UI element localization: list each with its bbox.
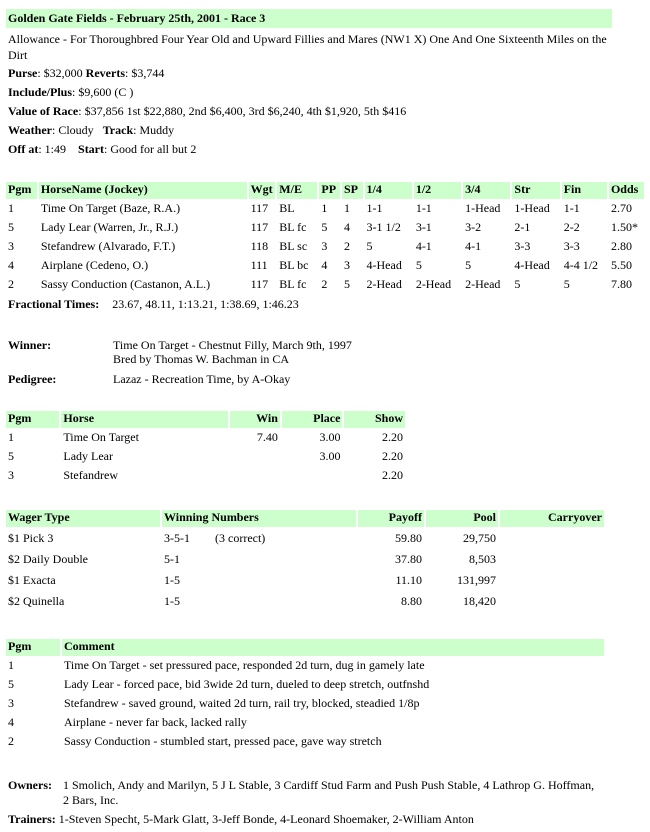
cell-pp: 2: [321, 277, 328, 291]
col-pgm: Pgm: [6, 182, 37, 199]
col-comment: Comment: [62, 639, 604, 656]
cell-horse: Airplane (Cedeno, O.): [40, 258, 149, 272]
cell-wgt: 117: [250, 201, 269, 215]
cell-pool: 18,420: [463, 594, 496, 608]
reverts-label: Reverts: [85, 66, 125, 80]
value-line: Value of Race: $37,856 1st $22,880, 2nd $6,400, 3rd $6,240, 4th $1,920, 5th $416: [8, 104, 407, 118]
offat-line: Off at: 1:49 Start: Good for all but 2: [8, 142, 197, 156]
table-row: [6, 239, 644, 256]
cell-wager-type: $1 Pick 3: [8, 531, 54, 545]
fractional-times: [8, 297, 299, 312]
cell-horse: Time On Target (Baze, R.A.): [40, 201, 181, 215]
cell-wgt: 118: [250, 239, 269, 253]
cell-pgm: 3: [8, 696, 14, 710]
weather-line: Weather: Cloudy Track: Muddy: [8, 123, 175, 137]
cell-show: 2.20: [382, 449, 403, 463]
cell-carryover: [500, 573, 604, 590]
cell-pp: 4: [321, 258, 328, 272]
table-row: [6, 430, 405, 447]
wager-header-row: [6, 510, 604, 527]
cell-show: 2.20: [382, 468, 403, 482]
cell-winning-numbers: 5-1: [164, 552, 180, 566]
fractional-value: 23.67, 48.11, 1:13.21, 1:38.69, 1:46.23: [112, 297, 299, 311]
track-value: Muddy: [139, 123, 175, 137]
weather-label: Weather: [8, 123, 52, 137]
cell-fin: 2-2: [563, 220, 580, 234]
cell-me: BL sc: [279, 239, 308, 253]
value-label: Value of Race: [8, 104, 79, 118]
cell-pgm: 1: [8, 658, 14, 672]
cell-pool: 131,997: [457, 573, 496, 587]
col-pool: Pool: [426, 510, 498, 527]
cell-half: 1-1: [415, 201, 432, 215]
col-pp: PP: [319, 182, 340, 199]
cell-wager-type: $2 Daily Double: [8, 552, 88, 566]
race-description: Allowance - For Thoroughbred Four Year Old and Upward Fillies and Mares (NW1 X) One And One Sixteenth Miles on the Dirt: [8, 32, 607, 62]
col-place: Place: [282, 411, 343, 428]
col-three-quarter: 3/4: [463, 182, 510, 199]
cell-three-quarter: 3-2: [465, 220, 482, 234]
cell-odds: 7.80: [610, 277, 632, 291]
table-row: [6, 594, 604, 611]
cell-half: 2-Head: [415, 277, 452, 291]
cell-quarter: 5: [366, 239, 373, 253]
payout-header-row: [6, 411, 405, 428]
col-horse: Horse: [61, 411, 227, 428]
weather-value: Cloudy: [58, 123, 94, 137]
cell-quarter: 4-Head: [366, 258, 402, 272]
cell-wager-type: $1 Exacta: [8, 573, 56, 587]
purse-label: Purse: [8, 66, 38, 80]
cell-odds: 5.50: [610, 258, 632, 272]
cell-wgt: 117: [250, 277, 269, 291]
cell-pgm: 2: [8, 277, 14, 291]
table-row: [6, 201, 644, 218]
col-wager-type: Wager Type: [6, 510, 160, 527]
col-quarter: 1/4: [365, 182, 412, 199]
cell-place: [282, 468, 343, 485]
cell-payoff: 11.10: [395, 573, 422, 587]
cell-str: 3-3: [514, 239, 531, 253]
cell-pgm: 5: [8, 220, 14, 234]
winner-line1: Time On Target - Chestnut Filly, March 9th, 1997: [113, 338, 352, 352]
cell-sp: 1: [343, 201, 350, 215]
cell-half: 4-1: [415, 239, 432, 253]
include-value: $9,600 (C ): [78, 85, 134, 99]
table-row: [6, 277, 644, 294]
start-value: Good for all but 2: [110, 142, 197, 156]
cell-half: 5: [415, 258, 422, 272]
cell-wgt: 117: [250, 220, 269, 234]
offat-label: Off at: [8, 142, 39, 156]
cell-comment: Time On Target - set pressured pace, responded 2d turn, dug in gamely late: [64, 658, 425, 672]
trainers-value: 1-Steven Specht, 5-Mark Glatt, 3-Jeff Bonde, 4-Leonard Shoemaker, 2-William Anton: [58, 812, 474, 826]
cell-winning-note: (3 correct): [215, 531, 266, 545]
cell-winning-note: [213, 573, 356, 590]
cell-horse: Lady Lear: [63, 449, 113, 463]
results-table: [4, 180, 646, 296]
col-show: Show: [344, 411, 405, 428]
cell-horse: Sassy Conduction (Castanon, A.L.): [40, 277, 211, 291]
cell-pp: 5: [321, 220, 328, 234]
col-winning-numbers: Winning Numbers: [162, 510, 356, 527]
comments-header-row: [6, 639, 604, 656]
cell-pgm: 2: [8, 734, 14, 748]
cell-win: 7.40: [256, 430, 278, 444]
cell-pp: 1: [321, 201, 328, 215]
table-row: [6, 658, 604, 675]
cell-pgm: 3: [8, 468, 14, 482]
col-sp: SP: [342, 182, 363, 199]
cell-sp: 3: [343, 258, 350, 272]
pedigree-value: Lazaz - Recreation Time, by A-Okay: [113, 372, 291, 386]
cell-pgm: 4: [8, 258, 14, 272]
cell-pgm: 4: [8, 715, 14, 729]
table-row: [6, 552, 604, 569]
col-odds: Odds: [609, 182, 644, 199]
cell-carryover: [500, 594, 604, 611]
table-row: [6, 696, 604, 713]
owners-value: 1 Smolich, Andy and Marilyn, 5 J L Stable, 3 Cardiff Stud Farm and Push Push Stable, 4 Lathrop G. Hoffman, 2 Bars, Inc.: [63, 778, 595, 807]
wager-table: [4, 506, 606, 615]
col-payoff: Payoff: [358, 510, 424, 527]
cell-pgm: 5: [8, 677, 14, 691]
trainers-label: Trainers:: [8, 812, 56, 826]
race-title: Golden Gate Fields - February 25th, 2001 - Race 3: [6, 9, 612, 28]
cell-payoff: 8.80: [401, 594, 422, 608]
cell-pgm: 1: [8, 430, 14, 444]
cell-three-quarter: 5: [465, 258, 472, 272]
purse-line: Purse: $32,000 Reverts: $3,744: [8, 66, 165, 80]
results-header-row: [6, 182, 644, 199]
include-line: Include/Plus: $9,600 (C ): [8, 85, 134, 99]
cell-winning-note: [213, 594, 356, 611]
table-row: [6, 734, 604, 751]
cell-me: BL fc: [279, 220, 307, 234]
include-label: Include/Plus: [8, 85, 73, 99]
cell-fin: 1-1: [563, 201, 580, 215]
winner-label: Winner:: [8, 338, 52, 352]
cell-half: 3-1: [415, 220, 432, 234]
col-half: 1/2: [414, 182, 461, 199]
cell-horse: Stefandrew (Alvarado, F.T.): [40, 239, 176, 253]
cell-payoff: 59.80: [395, 531, 422, 545]
cell-wager-type: $2 Quinella: [8, 594, 65, 608]
cell-str: 5: [514, 277, 521, 291]
cell-horse: Lady Lear (Warren, Jr., R.J.): [40, 220, 179, 234]
table-row: [6, 220, 644, 237]
cell-horse: Stefandrew: [63, 468, 119, 482]
cell-comment: Sassy Conduction - stumbled start, pressed pace, gave way stretch: [64, 734, 382, 748]
cell-odds: 1.50*: [610, 220, 638, 234]
offat-value: 1:49: [44, 142, 67, 156]
cell-comment: Stefandrew - saved ground, waited 2d turn, rail try, blocked, steadied 1/8p: [64, 696, 420, 710]
cell-pgm: 3: [8, 239, 14, 253]
cell-odds: 2.70: [610, 201, 632, 215]
cell-me: BL: [279, 201, 295, 215]
cell-quarter: 3-1 1/2: [366, 220, 401, 234]
col-carryover: Carryover: [500, 510, 604, 527]
start-label: Start: [78, 142, 105, 156]
cell-carryover: [500, 531, 604, 548]
value-value: $37,856 1st $22,880, 2nd $6,400, 3rd $6,240, 4th $1,920, 5th $416: [84, 104, 407, 118]
cell-quarter: 1-1: [366, 201, 383, 215]
cell-pp: 3: [321, 239, 328, 253]
cell-str: 2-1: [514, 220, 531, 234]
col-me: M/E: [277, 182, 317, 199]
cell-me: BL fc: [279, 277, 307, 291]
cell-pgm: 5: [8, 449, 14, 463]
cell-place: 3.00: [319, 449, 341, 463]
owners-label: Owners:: [8, 778, 52, 792]
winner-line2: Bred by Thomas W. Bachman in CA: [113, 352, 290, 366]
cell-payoff: 37.80: [395, 552, 422, 566]
cell-wgt: 111: [250, 258, 268, 272]
trainers-line: [8, 812, 474, 827]
cell-odds: 2.80: [610, 239, 632, 253]
cell-win: [230, 468, 280, 485]
cell-me: BL bc: [279, 258, 309, 272]
cell-three-quarter: 4-1: [465, 239, 482, 253]
col-str: Str: [512, 182, 559, 199]
cell-sp: 4: [343, 220, 350, 234]
cell-three-quarter: 2-Head: [465, 277, 501, 291]
cell-carryover: [500, 552, 604, 569]
table-row: [6, 531, 604, 548]
cell-winning-numbers: 1-5: [164, 594, 180, 608]
cell-three-quarter: 1-Head: [465, 201, 501, 215]
cell-str: 1-Head: [514, 201, 550, 215]
cell-pool: 29,750: [463, 531, 496, 545]
cell-place: 3.00: [319, 430, 341, 444]
cell-show: 2.20: [382, 430, 403, 444]
cell-horse: Time On Target: [63, 430, 139, 444]
table-row: [6, 715, 604, 732]
cell-sp: 2: [343, 239, 350, 253]
comments-table: [4, 637, 606, 753]
table-row: [6, 677, 604, 694]
purse-value: $32,000: [43, 66, 83, 80]
col-win: Win: [230, 411, 280, 428]
table-row: [6, 449, 405, 466]
pedigree-label: Pedigree:: [8, 372, 57, 386]
reverts-value: $3,744: [131, 66, 165, 80]
track-label: Track: [102, 123, 134, 137]
col-pgm: Pgm: [6, 639, 60, 656]
table-row: [6, 573, 604, 590]
cell-sp: 5: [343, 277, 350, 291]
payout-table: [4, 409, 407, 487]
cell-pool: 8,503: [469, 552, 496, 566]
cell-pgm: 1: [8, 201, 14, 215]
cell-quarter: 2-Head: [366, 277, 402, 291]
cell-fin: 3-3: [563, 239, 580, 253]
cell-winning-numbers: 3-5-1: [164, 531, 190, 545]
col-wgt: Wgt: [249, 182, 276, 199]
cell-winning-numbers: 1-5: [164, 573, 180, 587]
fractional-label: Fractional Times:: [8, 297, 100, 311]
col-pgm: Pgm: [6, 411, 59, 428]
cell-winning-note: [213, 552, 356, 569]
col-fin: Fin: [562, 182, 607, 199]
table-row: [6, 258, 644, 275]
table-row: [6, 468, 405, 485]
cell-fin: 4-4 1/2: [563, 258, 599, 272]
cell-comment: Airplane - never far back, lacked rally: [64, 715, 247, 729]
cell-fin: 5: [563, 277, 570, 291]
col-horse-jockey: HorseName (Jockey): [39, 182, 247, 199]
cell-win: [230, 449, 280, 466]
cell-str: 4-Head: [514, 258, 550, 272]
cell-comment: Lady Lear - forced pace, bid 3wide 2d turn, dueled to deep stretch, outfnshd: [64, 677, 430, 691]
